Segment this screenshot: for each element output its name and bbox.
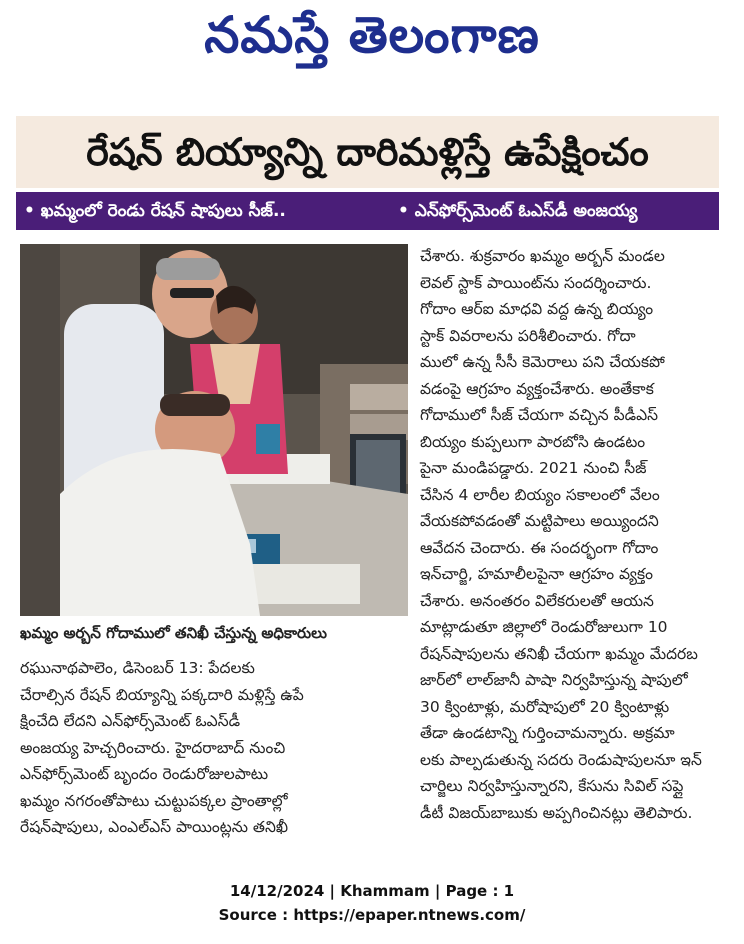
article-line: బియ్యం కుప్పలుగా పారబోసి ఉండటం <box>420 432 646 451</box>
photo-illustration <box>20 244 408 616</box>
article-line: చేశారు. శుక్రవారం ఖమ్మం అర్బన్ మండల <box>420 247 665 265</box>
article-line: లెవల్ స్టాక్ పాయింట్‌ను సందర్శించారు. <box>420 273 652 292</box>
article-line: చేశారు. అనంతరం విలేకరులతో ఆయన <box>420 591 654 610</box>
article-line: గోదాం ఆర్ఐ మాధవి వద్ద ఉన్న బియ్యం <box>420 300 654 318</box>
article-line: ములో ఉన్న సీసీ కెమెరాలు పని చేయకపో <box>420 353 665 371</box>
footer-dateline: 14/12/2024 | Khammam | Page : 1 <box>229 882 515 900</box>
article-column-right <box>420 243 720 826</box>
article-line: పైనా మండిపడ్డారు. 2021 నుంచి సీజ్ <box>420 459 647 477</box>
article-line: రఘునాథపాలెం, డిసెంబర్ 13: పేదలకు <box>20 659 255 677</box>
article-line: ఆవేదన చెందారు. ఈ సందర్భంగా గోదాం <box>420 538 659 557</box>
article-column-left <box>20 655 410 841</box>
article-line: గోదాములో సీజ్ చేయగా వచ్చిన పీడీఎస్ <box>420 406 658 424</box>
subheading-bar <box>16 192 719 230</box>
article-line: 30 క్వింటాళ్లు, మరోషాపులో 20 క్వింటాళ్లు <box>420 697 670 716</box>
subheading-2: • ఎన్‌ఫోర్స్‌మెంట్ ఓఎస్‌డీ అంజయ్య <box>398 201 638 221</box>
article-line: మాట్లాడుతూ జిల్లాలో రెండురోజులుగా 10 <box>420 618 668 636</box>
article-line: వడంపై ఆగ్రహం వ్యక్తంచేశారు. అంతేకాక <box>420 379 654 398</box>
headline-band <box>16 116 719 188</box>
article-line: తేడా ఉండటాన్ని గుర్తించామన్నారు. అక్రమా <box>420 724 675 742</box>
article-line: వేయకపోవడంతో మట్టిపాలు అయ్యిందని <box>420 512 659 530</box>
article-line: డీటీ విజయ్‌బాబుకు అప్పగించినట్లు తెలిపారు. <box>420 803 693 822</box>
photo-caption: ఖమ్మం అర్బన్ గోదాములో తనిఖీ చేస్తున్న అధికారులు <box>20 624 327 642</box>
article-line: చేరాల్సిన రేషన్ బియ్యాన్ని పక్కదారి మళ్లిస్తే ఉపే <box>20 685 304 704</box>
headline: రేషన్ బియ్యాన్ని దారిమళ్లిస్తే ఉపేక్షించం <box>86 130 649 174</box>
article-line: చార్జిలు నిర్వహిస్తున్నారని, కేసును సివిల్ సప్లై <box>420 777 684 795</box>
article-line: రేషన్‌షాపులు, ఎంఎల్‌ఎస్ పాయింట్లను తనిఖీ <box>20 818 289 836</box>
masthead: నమస్తే తెలంగాణ <box>204 5 540 64</box>
article-line: రేషన్‌షాపులను తనిఖీ చేయగా ఖమ్మం మేదరబ <box>420 644 698 663</box>
article-line: క్షించేది లేదని ఎన్‌ఫోర్స్‌మెంట్ ఓఎస్‌డీ <box>20 712 241 730</box>
article-line: జార్‌లో లాల్‌జానీ పాషా నిర్వహిస్తున్న షాపులో <box>420 671 688 689</box>
article-line: ఖమ్మం నగరంతోపాటు చుట్టుపక్కల ప్రాంతాల్లో <box>20 791 288 810</box>
subheading-1: • ఖమ్మంలో రెండు రేషన్ షాపులు సీజ్.. <box>24 201 286 221</box>
article-line: ఎన్‌ఫోర్స్‌మెంట్ బృందం రెండురోజులపాటు <box>20 765 269 783</box>
footer-source: Source : https://epaper.ntnews.com/ <box>218 906 526 924</box>
article-line: స్టాక్ వివరాలను పరిశీలించారు. గోదా <box>420 326 636 345</box>
article-line: అంజయ్య హెచ్చరించారు. హైదరాబాద్ నుంచి <box>20 738 286 757</box>
article-line: చేసిన 4 లారీల బియ్యం సకాలంలో వేలం <box>420 485 660 504</box>
article-line: ఇన్‌చార్జి, హమాలీలపైనా ఆగ్రహం వ్యక్తం <box>420 565 653 583</box>
article-line: లకు పాల్పడుతున్న సదరు రెండుషాపులనూ ఇన్ <box>420 750 702 769</box>
news-photo <box>20 244 408 616</box>
